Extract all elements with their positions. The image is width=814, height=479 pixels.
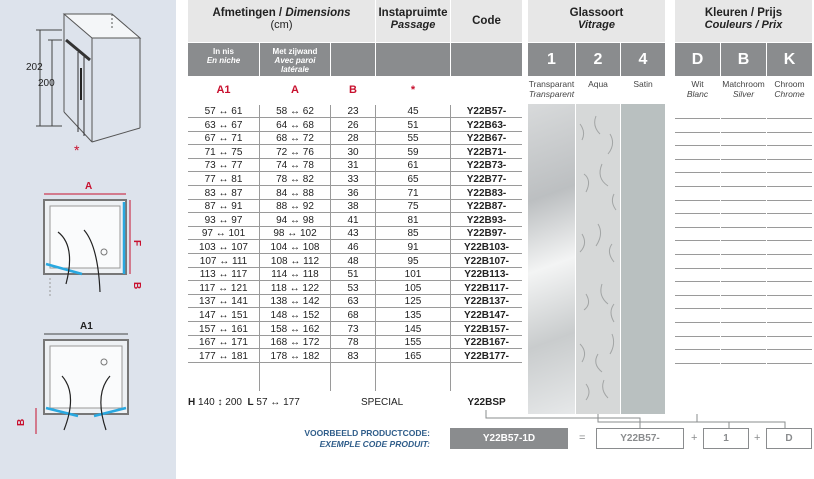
cell-a: 84 ↔ 88 <box>276 188 314 199</box>
glass-label-fr: Transparent <box>528 89 575 99</box>
cell-a: 114 ↔ 118 <box>271 269 319 280</box>
cell-passage: 65 <box>407 174 419 185</box>
cell-a: 148 ↔ 152 <box>270 310 320 321</box>
cell-a1: 147 ↔ 151 <box>199 310 248 321</box>
dimensions-fr: Dimensions <box>285 7 351 19</box>
wall-nl: Met zijwand <box>272 47 318 56</box>
color-letter-b: B <box>721 43 766 76</box>
glass-fr: Vitrage <box>578 19 615 31</box>
cell-code: Y22B77- <box>466 174 507 185</box>
cell-b: 41 <box>347 215 359 226</box>
special-l-range: 57 ↔ 177 <box>256 397 300 408</box>
cell-a: 88 ↔ 92 <box>276 201 314 212</box>
example-label-fr: EXEMPLE CODE PRODUIT: <box>319 439 430 449</box>
cell-a1: 97 ↔ 101 <box>201 228 246 239</box>
example-base-code: Y22B57- <box>596 428 684 449</box>
niche-fr: En niche <box>206 56 241 65</box>
cell-b: 28 <box>347 133 359 144</box>
cell-code: Y22B71- <box>466 147 507 158</box>
cell-passage: 125 <box>404 296 422 307</box>
cell-b: 33 <box>347 174 359 185</box>
cell-b: 53 <box>347 283 359 294</box>
label-a: A <box>85 181 93 192</box>
cell-b: 73 <box>347 324 359 335</box>
example-label <box>270 428 430 450</box>
special-text: SPECIAL <box>361 397 404 408</box>
cell-a: 78 ↔ 82 <box>276 174 314 185</box>
cell-a1: 87 ↔ 91 <box>204 201 243 212</box>
cell-passage: 105 <box>404 283 422 294</box>
cell-a1: 67 ↔ 71 <box>204 133 243 144</box>
colors-fr: Couleurs / Prix <box>704 19 783 31</box>
cell-passage: 81 <box>407 215 419 226</box>
cell-passage: 101 <box>404 269 422 280</box>
code-title: Code <box>472 15 501 27</box>
cell-a1: 71 ↔ 75 <box>204 147 243 158</box>
cell-code: Y22B107- <box>463 256 510 267</box>
cell-passage: 155 <box>404 337 422 348</box>
cell-a: 178 ↔ 182 <box>270 351 320 362</box>
label-f: F <box>131 240 142 247</box>
color-label-nl: Matchroom <box>722 79 765 89</box>
cell-passage: 91 <box>407 242 419 253</box>
color-label-fr: Blanc <box>686 89 709 99</box>
color-label-nl: Wit <box>691 79 704 89</box>
cell-passage: 75 <box>407 201 419 212</box>
cell-code: Y22B113- <box>464 269 509 280</box>
cell-passage: 61 <box>407 160 419 171</box>
cell-a1: 77 ↔ 81 <box>204 174 243 185</box>
cell-a: 158 ↔ 162 <box>270 324 320 335</box>
label-b: B <box>131 282 142 290</box>
cell-b: 23 <box>347 106 359 117</box>
cell-a: 168 ↔ 172 <box>270 337 320 348</box>
cell-a: 108 ↔ 112 <box>270 256 320 267</box>
cell-code: Y22B117- <box>464 283 509 294</box>
glass-label-nl: Satin <box>633 79 653 89</box>
cell-a1: 137 ↔ 141 <box>199 296 248 307</box>
label-b2: B <box>16 418 27 426</box>
cell-a1: 177 ↔ 181 <box>199 351 248 362</box>
column-key-passage: * <box>410 84 416 96</box>
cell-a1: 103 ↔ 107 <box>199 242 248 253</box>
cell-b: 36 <box>347 188 359 199</box>
cell-a1: 157 ↔ 161 <box>199 324 248 335</box>
column-key-b: B <box>349 84 357 96</box>
cell-code: Y22B157- <box>463 324 510 335</box>
cell-passage: 135 <box>404 310 422 321</box>
cell-b: 38 <box>347 201 359 212</box>
example-equals: = <box>579 432 586 444</box>
passage-star-icon: * <box>74 142 80 158</box>
cell-b: 78 <box>347 337 359 348</box>
dimensions-unit: (cm) <box>270 19 293 31</box>
special-code: Y22BSP <box>467 397 506 408</box>
cell-a1: 167 ↔ 171 <box>199 337 248 348</box>
cell-b: 31 <box>347 160 359 171</box>
cell-a: 104 ↔ 108 <box>270 242 320 253</box>
cell-b: 26 <box>347 120 359 131</box>
glass-label-nl: Transparant <box>528 79 575 89</box>
example-glass: 1 <box>703 428 749 449</box>
cell-passage: 85 <box>407 228 419 239</box>
example-label-nl: VOORBEELD PRODUCTCODE: <box>304 428 430 438</box>
cell-a1: 57 ↔ 61 <box>204 106 243 117</box>
passage-fr: Passage <box>390 19 436 31</box>
cell-passage: 145 <box>404 324 422 335</box>
example-color: D <box>766 428 812 449</box>
cell-a1: 93 ↔ 97 <box>204 215 243 226</box>
colors-nl: Kleuren / Prijs <box>704 7 783 19</box>
niche-nl: In nis <box>213 47 234 56</box>
cell-code: Y22B73- <box>466 160 507 171</box>
cell-a: 74 ↔ 78 <box>276 160 314 171</box>
height-outer-label: 202 <box>26 62 43 73</box>
cell-a: 94 ↔ 98 <box>276 215 314 226</box>
cell-a1: 73 ↔ 77 <box>204 160 243 171</box>
color-letter-d: D <box>675 43 720 76</box>
cell-code: Y22B67- <box>466 133 507 144</box>
cell-code: Y22B87- <box>466 201 507 212</box>
cell-a: 68 ↔ 72 <box>276 133 314 144</box>
cell-b: 30 <box>347 147 359 158</box>
cell-a: 64 ↔ 68 <box>276 120 314 131</box>
color-letter-k: K <box>767 43 812 76</box>
cell-code: Y22B137- <box>463 296 510 307</box>
cell-a: 72 ↔ 76 <box>276 147 314 158</box>
glass-nl: Glassoort <box>569 7 624 19</box>
cell-b: 48 <box>347 256 359 267</box>
dimensions-nl: Afmetingen <box>212 7 276 19</box>
example-plus: + <box>691 432 698 444</box>
height-inner-label: 200 <box>38 78 55 89</box>
cell-code: Y22B93- <box>466 215 507 226</box>
cell-a1: 107 ↔ 111 <box>199 256 248 267</box>
color-label-fr: Chrome <box>774 89 805 99</box>
cell-code: Y22B97- <box>466 228 507 239</box>
cell-passage: 71 <box>407 188 419 199</box>
column-key-a: A <box>291 84 299 96</box>
column-key-a1: A1 <box>216 84 231 96</box>
cell-a1: 113 ↔ 117 <box>199 269 248 280</box>
cell-passage: 59 <box>407 147 419 158</box>
cell-b: 46 <box>347 242 359 253</box>
cell-passage: 55 <box>407 133 419 144</box>
cell-b: 43 <box>347 228 359 239</box>
cell-code: Y22B83- <box>466 188 507 199</box>
special-h-label: H <box>188 397 196 408</box>
cell-a1: 63 ↔ 67 <box>204 120 243 131</box>
special-l-label: L <box>247 397 254 408</box>
cell-b: 68 <box>347 310 359 321</box>
cell-a1: 83 ↔ 87 <box>204 188 243 199</box>
cell-a: 98 ↔ 102 <box>273 228 317 239</box>
cell-passage: 165 <box>404 351 422 362</box>
dimensions-sep: / <box>278 7 283 19</box>
cell-passage: 95 <box>407 256 419 267</box>
cell-code: Y22B167- <box>463 337 510 348</box>
cell-a: 118 ↔ 122 <box>270 283 320 294</box>
label-a1: A1 <box>80 321 93 332</box>
cell-b: 83 <box>347 351 359 362</box>
glass-label-nl: Aqua <box>588 79 608 89</box>
cell-code: Y22B57- <box>466 106 507 117</box>
wall-fr1: Avec paroi <box>274 56 316 65</box>
color-label-nl: Chroom <box>774 79 805 89</box>
cell-code: Y22B177- <box>463 351 510 362</box>
cell-code: Y22B147- <box>463 310 510 321</box>
cell-code: Y22B103- <box>463 242 510 253</box>
cell-a1: 117 ↔ 121 <box>199 283 248 294</box>
cell-a: 58 ↔ 62 <box>276 106 314 117</box>
passage-nl: Instapruimte <box>378 7 448 19</box>
glass-number-4: 4 <box>621 43 665 76</box>
cell-a: 138 ↔ 142 <box>270 296 320 307</box>
cell-passage: 51 <box>407 120 419 131</box>
example-full-code: Y22B57-1D <box>450 428 568 449</box>
wall-fr2: latérale <box>280 65 310 74</box>
cell-b: 63 <box>347 296 359 307</box>
cell-passage: 45 <box>407 106 419 117</box>
glass-number-1: 1 <box>528 43 575 76</box>
example-plus: + <box>754 432 761 444</box>
glass-number-2: 2 <box>576 43 620 76</box>
color-label-fr: Silver <box>732 89 755 99</box>
cell-code: Y22B63- <box>466 120 507 131</box>
cell-b: 51 <box>347 269 359 280</box>
special-h-range: 140 ↕ 200 <box>198 397 242 408</box>
